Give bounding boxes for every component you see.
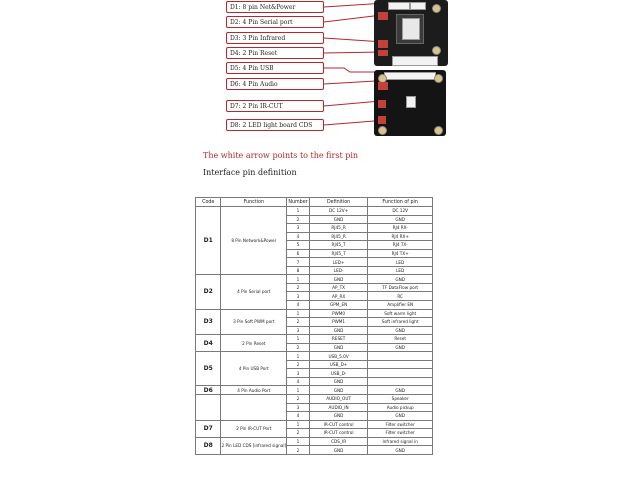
cell-pin-function: GND	[368, 215, 433, 224]
cell-number: 1	[287, 386, 310, 395]
cell-definition: PWM1	[309, 318, 368, 327]
cell-definition: RJ45_T	[309, 249, 368, 258]
cell-pin-function: GND	[368, 446, 433, 455]
cell-definition: GPM_EN	[309, 301, 368, 310]
table-row	[196, 309, 433, 318]
cell-pin-function: GND	[368, 326, 433, 335]
cell-pin-function: Audio pickup	[368, 403, 433, 412]
cell-code: D5	[196, 352, 221, 386]
cell-pin-function: RJ4 TX-	[368, 241, 433, 250]
cell-definition: GND	[309, 275, 368, 284]
label-d3: D3: 3 Pin Infrared	[226, 32, 324, 44]
cell-definition: LED-	[309, 266, 368, 275]
cell-number: 7	[287, 258, 310, 267]
cell-definition: RESET	[309, 335, 368, 344]
first-pin-note: The white arrow points to the first pin	[203, 151, 359, 160]
mount-hole	[434, 126, 443, 135]
cell-number: 1	[287, 309, 310, 318]
cell-number: 6	[287, 249, 310, 258]
cell-function: 3 Pin Soft PWM port	[221, 309, 287, 335]
cell-number: 2	[287, 446, 310, 455]
cell-function: 2 Pin IR-CUT Port	[221, 420, 287, 437]
ir-cut-connector	[378, 100, 386, 108]
cell-number: 2	[287, 318, 310, 327]
cell-number: 1	[287, 207, 310, 216]
cell-definition: GND	[309, 343, 368, 352]
cell-number: 4	[287, 377, 310, 386]
connector	[410, 2, 426, 10]
cell-definition: GND	[309, 215, 368, 224]
cell-number: 3	[287, 326, 310, 335]
cell-definition: GND	[309, 326, 368, 335]
white-arrow-marker	[402, 18, 420, 40]
cell-pin-function: LED	[368, 258, 433, 267]
mount-hole	[432, 4, 441, 13]
cell-definition: LED+	[309, 258, 368, 267]
cell-definition: GND	[309, 446, 368, 455]
cell-definition: AUDIO_IN	[309, 403, 368, 412]
cell-code: D6	[196, 386, 221, 395]
cell-number: 1	[287, 437, 310, 446]
cell-number: 1	[287, 420, 310, 429]
label-d6: D6: 4 Pin Audio	[226, 78, 324, 90]
cell-definition: GND	[309, 377, 368, 386]
cell-pin-function: GND	[368, 343, 433, 352]
cell-pin-function: Amplifier EN	[368, 301, 433, 310]
cell-number: 4	[287, 412, 310, 421]
cell-number: 2	[287, 360, 310, 369]
cell-pin-function: RC	[368, 292, 433, 301]
cell-code: D4	[196, 335, 221, 352]
cell-number: 4	[287, 232, 310, 241]
cell-code: D3	[196, 309, 221, 335]
cell-number: 3	[287, 224, 310, 233]
cell-code: D2	[196, 275, 221, 309]
cell-definition: RJ45_R	[309, 232, 368, 241]
header-function: Function	[221, 198, 287, 207]
cell-pin-function: LED	[368, 266, 433, 275]
section-heading: Interface pin definition	[203, 168, 297, 177]
label-d5: D5: 4 Pin USB	[226, 62, 324, 74]
cell-code: D8	[196, 437, 221, 454]
cell-definition: CDS_IR	[309, 437, 368, 446]
cell-pin-function: Soft warm light	[368, 309, 433, 318]
cell-pin-function: GND	[368, 386, 433, 395]
cell-pin-function: RJ4 TX+	[368, 249, 433, 258]
cell-definition: RJ45_T	[309, 241, 368, 250]
cell-definition: AP_RX	[309, 292, 368, 301]
cell-function: 4 Pin Serial port	[221, 275, 287, 309]
label-d2: D2: 4 Pin Serial port	[226, 16, 324, 28]
cell-definition: USB_5.0V	[309, 352, 368, 361]
table-row	[196, 386, 433, 395]
cell-number: 2	[287, 429, 310, 438]
cell-pin-function	[368, 377, 433, 386]
cell-number: 5	[287, 241, 310, 250]
serial-connector	[378, 12, 388, 20]
cell-definition: DC 12V+	[309, 207, 368, 216]
label-d4: D4: 2 Pin Reset	[226, 47, 324, 59]
table-row	[196, 207, 433, 216]
cell-definition: USB_D+	[309, 360, 368, 369]
audio-connector	[378, 82, 388, 90]
cell-pin-function: RJ4 RX-	[368, 224, 433, 233]
cell-pin-function: TF DataFlow port	[368, 283, 433, 292]
header-code: Code	[196, 198, 221, 207]
reset-connector	[378, 50, 388, 56]
mount-hole	[432, 46, 441, 55]
cell-definition: IR-CUT control	[309, 429, 368, 438]
net-power-connector	[388, 2, 410, 10]
cell-definition: PWM0	[309, 309, 368, 318]
cell-pin-function: Soft infrared light	[368, 318, 433, 327]
table-body	[196, 207, 433, 455]
cell-function: 4 Pin USB Port	[221, 352, 287, 386]
table-row	[196, 335, 433, 344]
label-d1: D1: 8 pin Net&Power	[226, 1, 324, 13]
cell-number: 2	[287, 395, 310, 404]
table-row	[196, 275, 433, 284]
table-row	[196, 352, 433, 361]
header-number: Number	[288, 199, 308, 205]
cell-number: 3	[287, 292, 310, 301]
infrared-connector	[378, 40, 388, 48]
cell-number: 8	[287, 266, 310, 275]
board-connector	[384, 72, 436, 80]
cell-number: 3	[287, 369, 310, 378]
label-d8: D8: 2 LED light board CDS	[226, 119, 324, 131]
cell-definition: GND	[309, 412, 368, 421]
cell-function: 2 Pin LED CDS [infrared signal]	[221, 437, 287, 454]
cell-pin-function: Speaker	[368, 395, 433, 404]
mount-hole	[434, 74, 443, 83]
ir-cut-marker	[406, 96, 416, 108]
header-definition: Definition	[309, 198, 368, 207]
table-header-row	[196, 198, 433, 207]
table-row	[196, 395, 433, 404]
cell-pin-function: Filter switcher	[368, 420, 433, 429]
cell-pin-function: GND	[368, 275, 433, 284]
cell-pin-function: GND	[368, 412, 433, 421]
cell-number: 2	[287, 343, 310, 352]
cell-code: D1	[196, 207, 221, 275]
cell-pin-function: DC 12V	[368, 207, 433, 216]
cell-number: 1	[287, 352, 310, 361]
main-board-image	[374, 0, 448, 66]
table-row	[196, 437, 433, 446]
cell-function	[221, 395, 287, 421]
cell-definition: IR-CUT control	[309, 420, 368, 429]
cell-number: 1	[287, 335, 310, 344]
cell-code: D7	[196, 420, 221, 437]
cell-definition: AUDIO_OUT	[309, 395, 368, 404]
cell-pin-function: Filter switcher	[368, 429, 433, 438]
cell-function: 8 Pin Network&Power	[221, 207, 287, 275]
usb-connector	[392, 56, 438, 66]
cell-pin-function: RJ4 RX+	[368, 232, 433, 241]
label-d7: D7: 2 Pin IR-CUT	[226, 100, 324, 112]
pin-definition-table	[195, 197, 433, 455]
cell-number: 2	[287, 283, 310, 292]
cell-pin-function: Reset	[368, 335, 433, 344]
cell-pin-function	[368, 352, 433, 361]
cell-number: 1	[287, 275, 310, 284]
cell-function: 2 Pin Reset	[221, 335, 287, 352]
header-pin-function: Function of pin	[368, 198, 433, 207]
cds-connector	[378, 116, 386, 124]
cell-pin-function: Infrared signal in	[368, 437, 433, 446]
cell-number: 3	[287, 403, 310, 412]
cell-pin-function	[368, 369, 433, 378]
cell-pin-function	[368, 360, 433, 369]
board-diagram	[0, 0, 640, 140]
sensor-board-image	[374, 70, 446, 136]
cell-function: 4 Pin Audio Port	[221, 386, 287, 395]
cell-number: 4	[287, 301, 310, 310]
mount-hole	[378, 126, 387, 135]
cell-definition: GND	[309, 386, 368, 395]
cell-definition: USB_D-	[309, 369, 368, 378]
cell-definition: AP_TX	[309, 283, 368, 292]
cell-code	[196, 395, 221, 421]
cell-definition: RJ45_R	[309, 224, 368, 233]
table-row	[196, 420, 433, 429]
cell-number: 2	[287, 215, 310, 224]
